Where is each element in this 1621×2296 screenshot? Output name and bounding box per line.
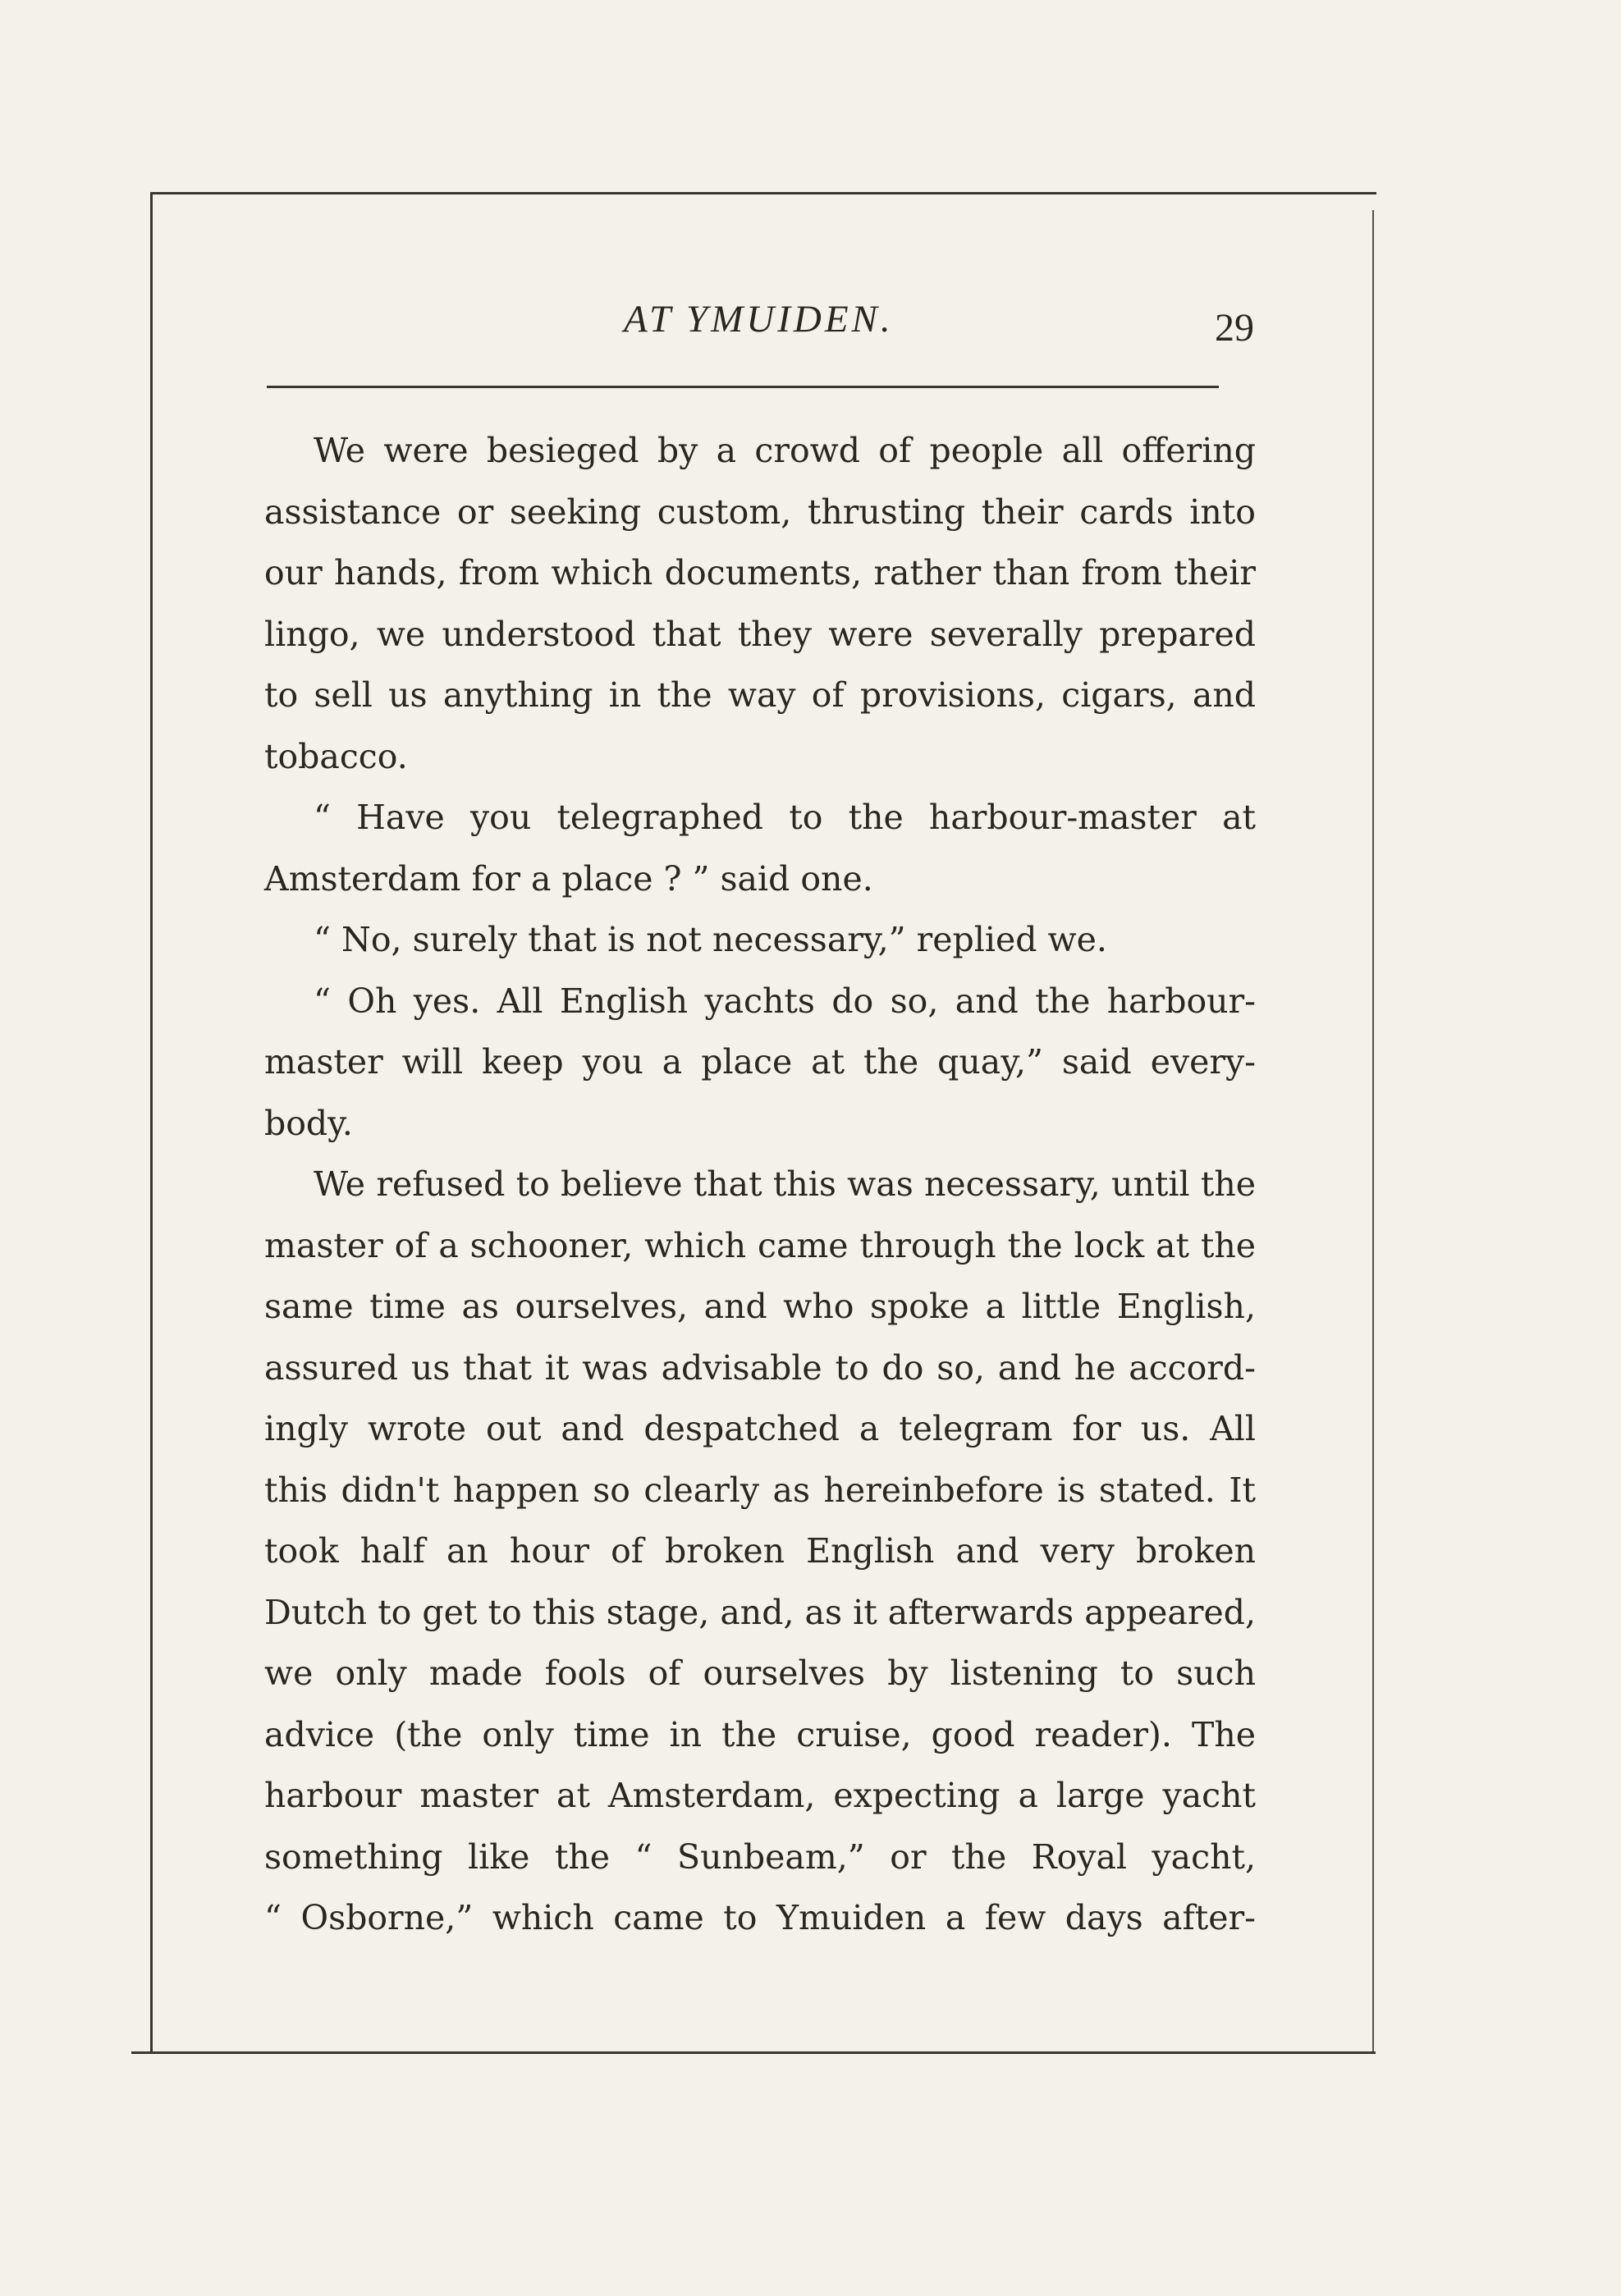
text-line: harbour master at Amsterdam, expecting a large yacht [264, 1776, 1256, 1815]
text-line: We refused to believe that this was necessary, until the [314, 1164, 1256, 1204]
text-line: Amsterdam for a place ? ” said one. [264, 858, 873, 899]
text-line: master will keep you a place at the quay,” said every- [264, 1042, 1256, 1082]
running-head: AT YMUIDEN. [624, 298, 894, 341]
text-line: “ No, surely that is not necessary,” replied we. [314, 920, 1107, 959]
text-line: “ Have you telegraphed to the harbour-master at [314, 798, 1256, 837]
text-line: body. [264, 1103, 353, 1143]
text-line: same time as ourselves, and who spoke a little English, [264, 1287, 1256, 1326]
page-number: 29 [1215, 306, 1254, 350]
header-rule [267, 386, 1219, 388]
text-line: assistance or seeking custom, thrusting their cards into [264, 492, 1256, 532]
text-line: We were besieged by a crowd of people all offering [314, 431, 1256, 470]
text-line: lingo, we understood that they were severally prepared [264, 614, 1256, 654]
text-line: tobacco. [264, 736, 408, 776]
text-line: advice (the only time in the cruise, good reader). The [264, 1714, 1256, 1754]
body-text [264, 420, 1256, 1949]
text-line: this didn't happen so clearly as hereinbefore is stated. It [264, 1470, 1256, 1510]
text-line: we only made fools of ourselves by listening to such [264, 1653, 1256, 1693]
page-frame-top-rule [152, 192, 1376, 194]
page-frame-bottom-rule [131, 2051, 1376, 2054]
text-line: ingly wrote out and despatched a telegram for us. All [264, 1409, 1256, 1448]
text-line: “ Oh yes. All English yachts do so, and the harbour- [314, 981, 1256, 1021]
page-frame-right-rule [1372, 210, 1374, 2053]
text-line: “ Osborne,” which came to Ymuiden a few days after- [264, 1898, 1256, 1937]
text-line: to sell us anything in the way of provisions, cigars, and [264, 675, 1256, 715]
text-line: our hands, from which documents, rather than from their [264, 553, 1256, 592]
text-line: Dutch to get to this stage, and, as it afterwards appeared, [264, 1592, 1256, 1632]
text-line: took half an hour of broken English and very broken [264, 1531, 1256, 1571]
text-line: assured us that it was advisable to do so, and he accord- [264, 1347, 1256, 1388]
text-line: master of a schooner, which came through the lock at the [264, 1225, 1256, 1265]
page-frame-left-rule [150, 192, 153, 2053]
text-line: something like the “ Sunbeam,” or the Royal yacht, [264, 1836, 1256, 1877]
